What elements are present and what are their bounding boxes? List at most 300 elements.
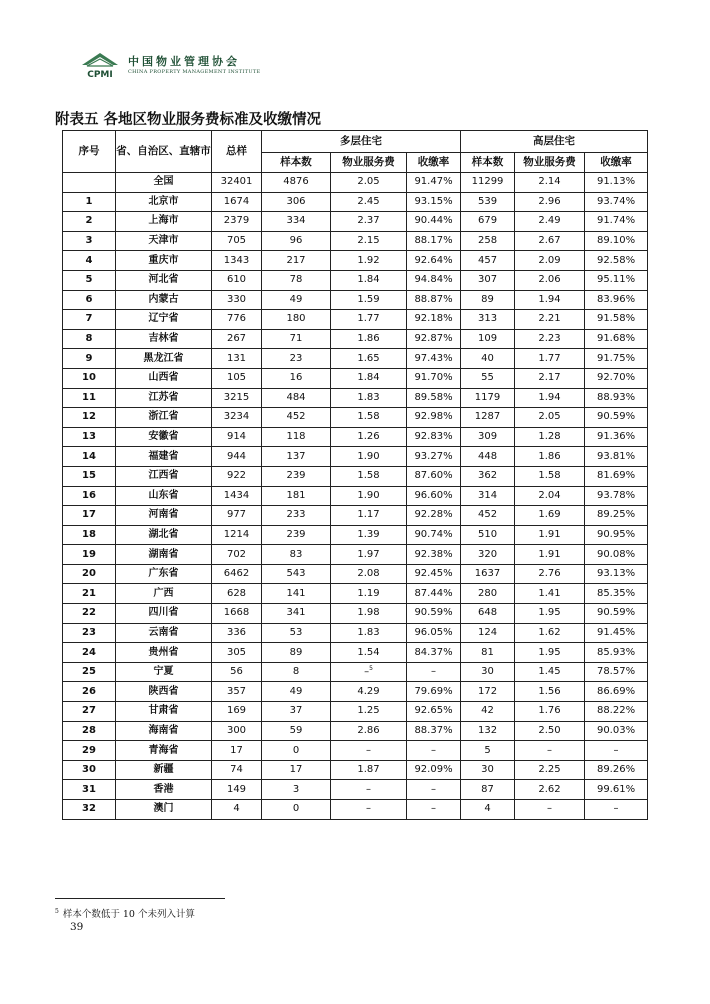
row-high-sample bbox=[461, 329, 515, 349]
row-multi-sample-value: 49 bbox=[289, 685, 303, 697]
row-high-rate-value: 93.74% bbox=[596, 195, 636, 207]
row-index-value: 19 bbox=[82, 548, 96, 560]
row-high-rate bbox=[585, 349, 648, 369]
org-name-cn: 中国物业管理协会 bbox=[128, 55, 240, 68]
row-multi-fee bbox=[331, 388, 407, 408]
row-total bbox=[212, 408, 262, 428]
row-multi-sample-value: 137 bbox=[286, 450, 306, 462]
row-multi-sample-value: 306 bbox=[286, 195, 306, 207]
row-multi-rate bbox=[407, 290, 461, 310]
row-multi-sample-value: 0 bbox=[292, 803, 300, 815]
row-region-value: 湖北省 bbox=[148, 528, 179, 540]
row-high-rate bbox=[585, 310, 648, 330]
row-high-rate bbox=[585, 192, 648, 212]
row-region-value: 四川省 bbox=[148, 607, 179, 619]
row-multi-fee bbox=[331, 525, 407, 545]
row-multi-rate bbox=[407, 623, 461, 643]
row-index bbox=[63, 447, 116, 467]
row-region bbox=[116, 270, 212, 290]
row-high-rate-value: 85.35% bbox=[596, 587, 636, 599]
row-high-sample-value: 280 bbox=[477, 587, 498, 599]
row-region bbox=[116, 447, 212, 467]
row-high-fee-value: 2.23 bbox=[538, 333, 561, 345]
row-region-value: 全国 bbox=[153, 176, 174, 188]
row-high-rate bbox=[585, 741, 648, 761]
row-high-fee bbox=[515, 643, 585, 663]
row-high-fee bbox=[515, 721, 585, 741]
row-index-value: 23 bbox=[82, 626, 96, 638]
row-region bbox=[116, 427, 212, 447]
row-high-rate-value: – bbox=[613, 744, 619, 756]
row-high-sample-value: 320 bbox=[477, 548, 498, 560]
row-multi-fee bbox=[331, 604, 407, 624]
row-multi-rate bbox=[407, 212, 461, 232]
row-high-sample bbox=[461, 545, 515, 565]
row-multi-fee bbox=[331, 486, 407, 506]
row-region-value: 澳门 bbox=[153, 803, 174, 815]
row-multi-fee bbox=[331, 702, 407, 722]
row-total-value: 357 bbox=[226, 685, 247, 697]
row-high-fee-value: 1.86 bbox=[538, 450, 561, 462]
row-multi-fee-value: 1.17 bbox=[357, 509, 380, 521]
row-multi-fee-value: 1.58 bbox=[357, 411, 380, 423]
table-row bbox=[63, 329, 648, 349]
row-multi-rate-value: – bbox=[431, 783, 436, 795]
row-high-sample-value: 5 bbox=[484, 744, 491, 756]
row-region-value: 内蒙古 bbox=[148, 293, 179, 305]
row-high-sample-value: 314 bbox=[477, 489, 498, 501]
row-multi-sample-value: 3 bbox=[292, 783, 300, 795]
row-total bbox=[212, 760, 262, 780]
row-total bbox=[212, 349, 262, 369]
row-index bbox=[63, 564, 116, 584]
row-region bbox=[116, 310, 212, 330]
row-multi-fee-value: 1.92 bbox=[357, 254, 380, 266]
row-total-value: 300 bbox=[226, 724, 247, 736]
row-high-fee bbox=[515, 231, 585, 251]
row-index-value: 31 bbox=[82, 783, 96, 795]
row-high-fee bbox=[515, 682, 585, 702]
row-high-fee-value: 1.77 bbox=[538, 352, 561, 364]
row-multi-rate bbox=[407, 310, 461, 330]
row-region-value: 宁夏 bbox=[153, 666, 174, 678]
row-index-value: 8 bbox=[85, 333, 93, 345]
row-total bbox=[212, 702, 262, 722]
row-total-value: 2379 bbox=[223, 215, 250, 227]
row-multi-rate-value: – bbox=[431, 744, 436, 756]
row-multi-sample-value: 141 bbox=[286, 587, 306, 599]
row-multi-fee-value: 1.90 bbox=[357, 489, 380, 501]
row-index bbox=[63, 760, 116, 780]
row-index bbox=[63, 349, 116, 369]
row-high-rate bbox=[585, 780, 648, 800]
group-header-multi-storey: 多层住宅 bbox=[262, 131, 461, 153]
table-row bbox=[63, 192, 648, 212]
row-index-value: 20 bbox=[82, 568, 96, 580]
row-high-sample-value: 89 bbox=[481, 293, 494, 305]
row-multi-sample bbox=[262, 525, 331, 545]
row-region-value: 江苏省 bbox=[148, 391, 179, 403]
row-index-value: 12 bbox=[82, 411, 96, 423]
row-high-sample-value: 81 bbox=[481, 646, 494, 658]
row-index bbox=[63, 584, 116, 604]
row-total bbox=[212, 486, 262, 506]
row-index bbox=[63, 173, 116, 193]
row-high-fee bbox=[515, 623, 585, 643]
row-high-sample-value: 172 bbox=[477, 685, 498, 697]
row-region bbox=[116, 466, 212, 486]
row-multi-sample bbox=[262, 506, 331, 526]
row-multi-rate bbox=[407, 525, 461, 545]
row-total-value: 105 bbox=[226, 372, 247, 384]
row-multi-fee-value: 1.59 bbox=[357, 293, 380, 305]
table-row bbox=[63, 604, 648, 624]
table-row bbox=[63, 525, 648, 545]
row-index-value: 15 bbox=[82, 470, 96, 482]
row-total bbox=[212, 525, 262, 545]
row-high-fee-value: 2.49 bbox=[538, 215, 561, 227]
row-multi-rate-value: – bbox=[431, 666, 436, 678]
row-total-value: 169 bbox=[226, 705, 247, 717]
group-header-high-rise: 高层住宅 bbox=[461, 131, 648, 153]
row-multi-fee-value: 1.86 bbox=[357, 333, 380, 345]
row-high-sample-value: 30 bbox=[481, 764, 494, 776]
row-high-rate-value: 93.13% bbox=[596, 568, 636, 580]
row-high-fee bbox=[515, 427, 585, 447]
row-high-sample-value: 42 bbox=[481, 705, 494, 717]
row-multi-rate bbox=[407, 368, 461, 388]
row-multi-rate-value: 92.98% bbox=[414, 411, 453, 423]
row-region bbox=[116, 173, 212, 193]
row-region-value: 云南省 bbox=[148, 626, 179, 638]
row-high-sample bbox=[461, 682, 515, 702]
row-multi-rate-value: 92.38% bbox=[414, 548, 453, 560]
row-multi-sample-value: 217 bbox=[286, 254, 306, 266]
row-multi-fee bbox=[331, 251, 407, 271]
row-index bbox=[63, 212, 116, 232]
row-multi-fee bbox=[331, 623, 407, 643]
row-high-rate-value: 91.75% bbox=[596, 352, 636, 364]
row-high-rate bbox=[585, 231, 648, 251]
row-index bbox=[63, 506, 116, 526]
row-multi-rate-value: 91.47% bbox=[414, 176, 453, 188]
row-total bbox=[212, 212, 262, 232]
row-high-fee bbox=[515, 604, 585, 624]
table-row bbox=[63, 721, 648, 741]
row-high-rate bbox=[585, 408, 648, 428]
row-total-value: 628 bbox=[226, 587, 247, 599]
row-high-rate-value: 85.93% bbox=[596, 646, 636, 658]
table-row bbox=[63, 662, 648, 682]
row-region-value: 河南省 bbox=[148, 509, 179, 521]
row-index bbox=[63, 643, 116, 663]
row-multi-sample bbox=[262, 643, 331, 663]
row-multi-rate bbox=[407, 604, 461, 624]
table-row bbox=[63, 231, 648, 251]
row-high-fee-value: 1.94 bbox=[538, 391, 561, 403]
row-index-value: 6 bbox=[85, 293, 93, 305]
row-high-fee-value: 2.62 bbox=[538, 783, 561, 795]
row-index-value: 14 bbox=[82, 450, 96, 462]
row-multi-sample bbox=[262, 584, 331, 604]
row-region-value: 陕西省 bbox=[148, 685, 179, 697]
row-multi-fee-value: 1.26 bbox=[357, 431, 380, 443]
row-multi-sample bbox=[262, 212, 331, 232]
row-multi-sample-value: 452 bbox=[286, 411, 306, 423]
row-index-value: 10 bbox=[82, 372, 96, 384]
row-multi-fee-value: 1.98 bbox=[357, 607, 380, 619]
row-total-value: 6462 bbox=[223, 568, 250, 580]
row-multi-fee-value: 2.05 bbox=[357, 176, 380, 188]
row-high-sample-value: 679 bbox=[477, 215, 498, 227]
row-total bbox=[212, 643, 262, 663]
row-multi-rate-value: 92.64% bbox=[414, 254, 453, 266]
row-high-sample-value: 55 bbox=[481, 372, 494, 384]
row-multi-sample-value: 37 bbox=[289, 705, 303, 717]
row-high-sample-value: 11299 bbox=[471, 176, 504, 188]
col-header-index: 序号 bbox=[63, 131, 116, 173]
row-index bbox=[63, 192, 116, 212]
row-high-rate bbox=[585, 270, 648, 290]
row-multi-fee bbox=[331, 212, 407, 232]
row-multi-fee bbox=[331, 780, 407, 800]
row-high-rate bbox=[585, 623, 648, 643]
row-multi-rate-value: 93.27% bbox=[414, 450, 453, 462]
row-total bbox=[212, 662, 262, 682]
table-row bbox=[63, 270, 648, 290]
row-multi-sample-value: 23 bbox=[289, 352, 303, 364]
row-total-value: 922 bbox=[226, 470, 247, 482]
row-total bbox=[212, 800, 262, 820]
row-high-fee-value: 2.76 bbox=[538, 568, 561, 580]
table-row bbox=[63, 251, 648, 271]
col-header-high-fee: 物业服务费 bbox=[515, 153, 585, 173]
row-multi-sample-value: 8 bbox=[292, 666, 300, 678]
row-index-value: 26 bbox=[82, 685, 96, 697]
table-row bbox=[63, 408, 648, 428]
row-index bbox=[63, 721, 116, 741]
row-high-rate-value: 90.59% bbox=[596, 411, 636, 423]
row-multi-rate-value: 90.74% bbox=[414, 528, 453, 540]
row-multi-rate-value: 97.43% bbox=[414, 352, 453, 364]
row-multi-sample bbox=[262, 800, 331, 820]
row-high-fee bbox=[515, 349, 585, 369]
row-high-sample-value: 539 bbox=[477, 195, 498, 207]
row-total-value: 305 bbox=[226, 646, 247, 658]
row-multi-sample bbox=[262, 427, 331, 447]
row-total bbox=[212, 251, 262, 271]
row-multi-sample-value: 4876 bbox=[283, 176, 309, 188]
row-index-value: 32 bbox=[82, 803, 96, 815]
row-high-sample bbox=[461, 525, 515, 545]
row-high-fee-value: 2.06 bbox=[538, 274, 561, 286]
row-high-sample-value: 313 bbox=[477, 313, 498, 325]
row-multi-fee bbox=[331, 173, 407, 193]
row-region-value: 湖南省 bbox=[148, 548, 179, 560]
row-region bbox=[116, 192, 212, 212]
row-high-fee-value: 2.67 bbox=[538, 235, 561, 247]
row-index-value: 2 bbox=[85, 215, 93, 227]
row-index bbox=[63, 702, 116, 722]
row-multi-fee-value: 1.77 bbox=[357, 313, 380, 325]
row-high-fee-value: 1.95 bbox=[538, 607, 561, 619]
row-multi-rate-value: 88.17% bbox=[414, 235, 453, 247]
row-region-value: 重庆市 bbox=[148, 254, 179, 266]
row-multi-rate-value: 92.65% bbox=[414, 705, 453, 717]
row-total-value: 1668 bbox=[223, 607, 250, 619]
row-high-sample bbox=[461, 780, 515, 800]
row-region bbox=[116, 682, 212, 702]
row-high-fee bbox=[515, 662, 585, 682]
table-row bbox=[63, 173, 648, 193]
row-region-value: 天津市 bbox=[148, 235, 179, 247]
footnote-divider bbox=[55, 898, 225, 899]
row-high-fee bbox=[515, 408, 585, 428]
row-multi-sample-value: 543 bbox=[286, 568, 306, 580]
row-high-rate bbox=[585, 760, 648, 780]
row-index-value: 9 bbox=[85, 352, 93, 364]
row-total bbox=[212, 506, 262, 526]
row-multi-sample bbox=[262, 270, 331, 290]
table-title: 附表五 各地区物业服务费标准及收缴情况 bbox=[55, 112, 322, 128]
row-multi-fee-value: – bbox=[366, 783, 371, 795]
row-high-rate bbox=[585, 388, 648, 408]
row-high-rate bbox=[585, 682, 648, 702]
row-multi-rate-value: 96.05% bbox=[414, 626, 453, 638]
row-index bbox=[63, 270, 116, 290]
row-region bbox=[116, 506, 212, 526]
row-index bbox=[63, 486, 116, 506]
table-row bbox=[63, 466, 648, 486]
row-high-rate-value: 93.81% bbox=[596, 450, 636, 462]
row-multi-rate bbox=[407, 447, 461, 467]
row-multi-sample-value: 71 bbox=[289, 333, 303, 345]
row-region bbox=[116, 525, 212, 545]
row-index-value: 22 bbox=[82, 607, 96, 619]
row-multi-fee-value: 1.84 bbox=[357, 372, 380, 384]
row-index bbox=[63, 329, 116, 349]
row-index-value: 28 bbox=[82, 724, 96, 736]
row-multi-sample-value: 180 bbox=[286, 313, 306, 325]
row-multi-sample-value: 83 bbox=[289, 548, 303, 560]
row-total bbox=[212, 270, 262, 290]
table-row bbox=[63, 506, 648, 526]
row-high-rate bbox=[585, 662, 648, 682]
row-high-fee-value: – bbox=[547, 744, 553, 756]
table-row bbox=[63, 702, 648, 722]
row-index-value: 16 bbox=[82, 489, 96, 501]
row-multi-rate bbox=[407, 173, 461, 193]
row-high-sample bbox=[461, 662, 515, 682]
row-multi-rate-value: 92.18% bbox=[414, 313, 453, 325]
row-region-value: 青海省 bbox=[148, 744, 179, 756]
row-region bbox=[116, 662, 212, 682]
row-total-value: 56 bbox=[230, 666, 243, 678]
row-high-rate-value: 92.70% bbox=[596, 372, 636, 384]
footnote-mark: 5 bbox=[55, 907, 59, 915]
row-high-rate bbox=[585, 721, 648, 741]
row-multi-rate bbox=[407, 427, 461, 447]
row-high-rate bbox=[585, 329, 648, 349]
row-multi-sample bbox=[262, 310, 331, 330]
row-multi-rate bbox=[407, 682, 461, 702]
row-multi-rate-value: 88.87% bbox=[414, 293, 453, 305]
row-total-value: 702 bbox=[226, 548, 247, 560]
row-region-value: 江西省 bbox=[148, 470, 179, 482]
row-high-rate-value: 91.45% bbox=[596, 626, 636, 638]
row-region bbox=[116, 251, 212, 271]
row-multi-rate-value: 89.58% bbox=[414, 391, 453, 403]
table-row bbox=[63, 623, 648, 643]
row-multi-fee-value: 1.39 bbox=[357, 528, 380, 540]
table-row bbox=[63, 800, 648, 820]
row-index-value: 27 bbox=[82, 705, 96, 717]
row-high-sample-value: 87 bbox=[481, 783, 494, 795]
row-multi-sample bbox=[262, 349, 331, 369]
row-high-sample-value: 307 bbox=[477, 274, 498, 286]
row-high-sample bbox=[461, 427, 515, 447]
row-high-fee bbox=[515, 310, 585, 330]
row-high-fee bbox=[515, 290, 585, 310]
row-multi-sample bbox=[262, 466, 331, 486]
row-region-value: 广东省 bbox=[148, 568, 179, 580]
row-high-rate bbox=[585, 525, 648, 545]
row-region bbox=[116, 741, 212, 761]
row-high-rate bbox=[585, 427, 648, 447]
cpmi-logo-icon bbox=[80, 50, 120, 80]
row-index bbox=[63, 251, 116, 271]
row-total-value: 267 bbox=[226, 333, 247, 345]
row-region bbox=[116, 486, 212, 506]
row-multi-fee bbox=[331, 329, 407, 349]
row-high-sample bbox=[461, 270, 515, 290]
row-total-value: 944 bbox=[226, 450, 247, 462]
row-multi-sample-value: 89 bbox=[289, 646, 303, 658]
row-multi-sample bbox=[262, 564, 331, 584]
row-multi-fee bbox=[331, 741, 407, 761]
row-multi-fee-value: 1.65 bbox=[357, 352, 380, 364]
row-high-sample bbox=[461, 388, 515, 408]
row-high-fee-value: 2.96 bbox=[538, 195, 561, 207]
row-multi-rate bbox=[407, 564, 461, 584]
org-name-en: CHINA PROPERTY MANAGEMENT INSTITUTE bbox=[128, 69, 261, 75]
row-high-rate-value: 83.96% bbox=[596, 293, 636, 305]
row-region-value: 黑龙江省 bbox=[143, 352, 184, 364]
row-high-fee-value: 2.50 bbox=[538, 724, 561, 736]
footnote bbox=[55, 906, 195, 920]
row-high-rate bbox=[585, 447, 648, 467]
row-total bbox=[212, 329, 262, 349]
row-multi-fee bbox=[331, 760, 407, 780]
row-high-rate-value: 86.69% bbox=[596, 685, 636, 697]
row-total-value: 977 bbox=[226, 509, 247, 521]
row-total-value: 149 bbox=[226, 783, 247, 795]
row-region-value: 北京市 bbox=[148, 195, 179, 207]
col-header-multi-rate: 收缴率 bbox=[407, 153, 461, 173]
row-high-rate bbox=[585, 466, 648, 486]
row-index-value: 4 bbox=[85, 254, 93, 266]
row-multi-fee bbox=[331, 427, 407, 447]
table-row bbox=[63, 486, 648, 506]
row-high-sample-value: 4 bbox=[484, 803, 491, 815]
row-high-rate-value: 91.36% bbox=[596, 431, 636, 443]
row-total-value: 1674 bbox=[223, 195, 250, 207]
row-region-value: 福建省 bbox=[148, 450, 179, 462]
row-index-value: 7 bbox=[85, 313, 93, 325]
row-multi-sample bbox=[262, 682, 331, 702]
row-total bbox=[212, 564, 262, 584]
region-fee-table bbox=[62, 130, 648, 820]
